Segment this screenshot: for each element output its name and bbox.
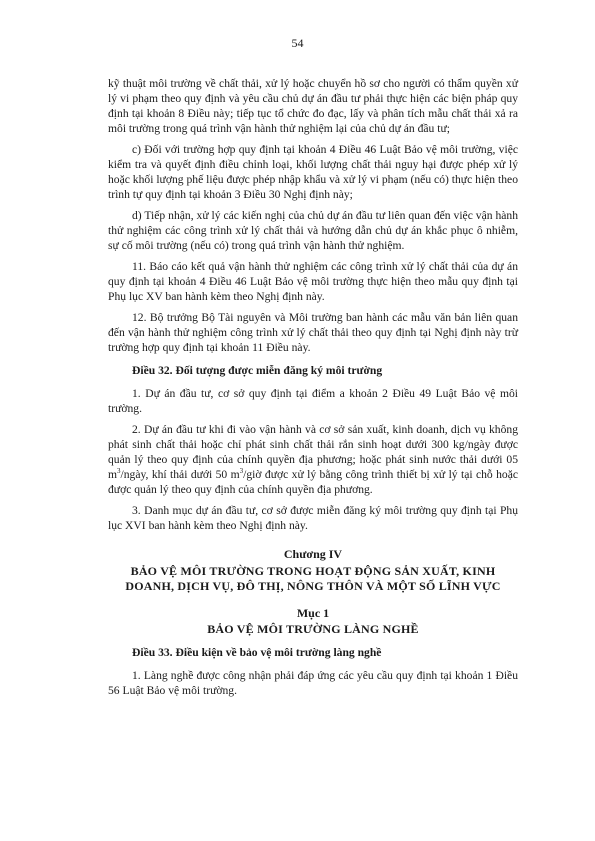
paragraph-clause-12: 12. Bộ trưởng Bộ Tài nguyên và Môi trường ban hành các mẫu văn bản liên quan đến vận hành thử nghiệm công trình xử lý chất thải theo quy định tại Nghị định này trừ trường hợp quy định tại khoản 11 Điều này.	[108, 311, 518, 354]
paragraph-clause-11: 11. Báo cáo kết quả vận hành thử nghiệm các công trình xử lý chất thải của dự án quy định tại khoản 4 Điều 46 Luật Bảo vệ môi trường thực hiện theo mẫu quy định tại Phụ lục XV ban hành kèm theo Nghị định này.	[108, 260, 518, 303]
article-32-title: Điều 32. Đối tượng được miễn đăng ký môi trường	[132, 364, 383, 377]
paragraph-point-d: d) Tiếp nhận, xử lý các kiến nghị của chủ dự án đầu tư liên quan đến việc vận hành thử nghiệm các công trình xử lý chất thải và hướng dẫn chủ dự án khắc phục ô nhiễm, sự cố môi trường (nếu có) trong quá trình vận hành thử nghiệm.	[108, 209, 518, 252]
chapter-heading	[108, 547, 518, 594]
page-number: 54	[291, 36, 304, 50]
paragraph-point-c: c) Đối với trường hợp quy định tại khoản 4 Điều 46 Luật Bảo vệ môi trường, việc kiểm tra và quyết định điều chỉnh loại, khối lượng chất thải nguy hại được phép xử lý hoặc khối lượng phế liệu được phép nhập khẩu và xử lý vi phạm (nếu có) thực hiện theo trình tự quy định tại khoản 3 Điều 30 Nghị định này;	[108, 143, 518, 201]
section-label: Mục 1	[296, 606, 330, 620]
article-32-clause-3: 3. Danh mục dự án đầu tư, cơ sở được miễn đăng ký môi trường quy định tại Phụ lục XVI ban hành kèm theo Nghị định này.	[108, 504, 518, 532]
chapter-label: Chương IV	[283, 547, 343, 561]
section-heading	[108, 606, 518, 637]
article-32-clause-2	[108, 422, 518, 497]
clause-2-text-a: 2. Dự án đầu tư khi đi vào vận hành và cơ sở sản xuất, kinh doanh, dịch vụ không phát sinh chất thải hoặc chỉ phát sinh chất thải rắn sinh hoạt dưới 300 kg/ngày được quản lý theo quy định của chính quyền địa phương; hoặc phát sinh nước thải dưới 05 m	[108, 423, 518, 481]
article-33-title: Điều 33. Điều kiện về bảo vệ môi trường làng nghề	[132, 646, 382, 659]
article-33-clause-1: 1. Làng nghề được công nhận phải đáp ứng các yêu cầu quy định tại khoản 1 Điều 56 Luật Bảo vệ môi trường.	[108, 669, 518, 697]
document-body	[108, 76, 518, 704]
chapter-title: BẢO VỆ MÔI TRƯỜNG TRONG HOẠT ĐỘNG SẢN XUẤT, KINH DOANH, DỊCH VỤ, ĐÔ THỊ, NÔNG THÔN VÀ MỘT SỐ LĨNH VỰC	[125, 564, 501, 593]
clause-2-text-c: /giờ được xử lý bằng công trình thiết bị xử lý tại chỗ hoặc được quản lý theo quy định của chính quyền địa phương.	[108, 468, 518, 496]
clause-2-text-b: /ngày, khí thải dưới 50 m	[120, 468, 240, 481]
section-title: BẢO VỆ MÔI TRƯỜNG LÀNG NGHỀ	[207, 622, 419, 636]
superscript-cubic-2: 3	[239, 467, 244, 476]
article-32-clause-1: 1. Dự án đầu tư, cơ sở quy định tại điểm a khoản 2 Điều 49 Luật Bảo vệ môi trường.	[108, 387, 518, 415]
paragraph-continuation: kỹ thuật môi trường về chất thải, xử lý hoặc chuyển hồ sơ cho người có thẩm quyền xử lý vi phạm theo quy định và yêu cầu chủ dự án đầu tư phải thực hiện các biện pháp quy định tại khoản 8 Điều này; tiếp tục tổ chức đo đạc, lấy và phân tích mẫu chất thải xả ra môi trường trong quá trình vận hành thử nghiệm lại của chủ dự án đầu tư;	[108, 77, 518, 135]
superscript-cubic-1: 3	[117, 467, 121, 476]
